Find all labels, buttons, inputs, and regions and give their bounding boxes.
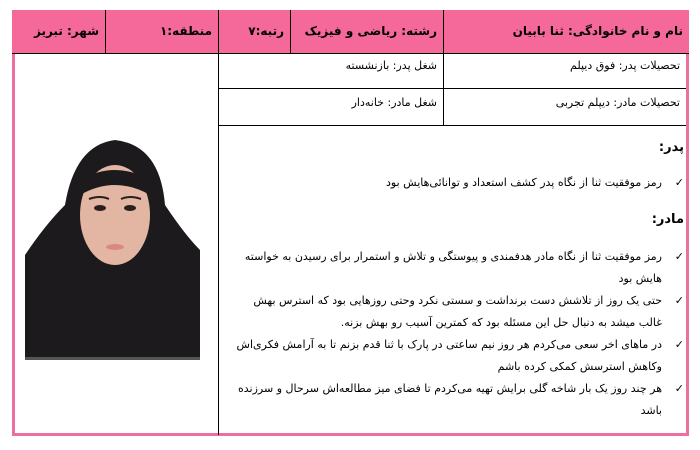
- header-row: [12, 10, 689, 54]
- mother-education: تحصیلات مادر: دیپلم تجربی: [555, 96, 680, 109]
- mother-heading: مادر:: [651, 212, 684, 227]
- divider: [218, 125, 686, 126]
- item-text: رمز موفقیت ثنا از نگاه پدر کشف استعداد و توانائی‌هایش بود: [386, 176, 662, 189]
- checkmark-icon: ✓: [674, 382, 684, 395]
- checkmark-icon: ✓: [674, 250, 684, 263]
- list-item: [234, 290, 684, 334]
- father-education: تحصیلات پدر: فوق دیپلم: [570, 59, 680, 72]
- field-cell: رشته: ریاضی و فیزیک: [290, 10, 443, 53]
- checkmark-icon: ✓: [674, 176, 684, 189]
- name-cell: نام و نام خانوادگی: ثنا بابیان: [443, 10, 689, 53]
- father-heading: پدر:: [658, 140, 684, 155]
- father-list: [234, 172, 684, 194]
- checkmark-icon: ✓: [674, 338, 684, 351]
- mother-list: [234, 246, 684, 422]
- item-text: در ماهای اخر سعی می‌کردم هر روز نیم ساعتی در پارک با ثنا قدم بزنم تا به آرامش فکری‌اش وکاهش استرسش کمکی کرده باشم: [236, 338, 662, 373]
- list-item: [234, 334, 684, 378]
- item-text: هر چند روز یک بار شاخه گلی برایش تهیه می‌کردم تا فضای میز مطالعه‌اش سرحال و سرزنده باشد: [238, 382, 662, 417]
- region-cell: منطقه:۱: [105, 10, 218, 53]
- father-job: شغل پدر: بازنشسته: [345, 59, 437, 72]
- list-item: [234, 246, 684, 290]
- checkmark-icon: ✓: [674, 294, 684, 307]
- city-cell: شهر: تبریز: [33, 24, 99, 38]
- item-text: رمز موفقیت ثنا از نگاه مادر هدفمندی و پیوستگی و تلاش و استمرار برای رسیدن به خواسته هایش بود: [244, 250, 662, 285]
- student-photo: [25, 135, 200, 360]
- divider: [218, 88, 686, 89]
- list-item: [234, 172, 684, 194]
- mother-job: شغل مادر: خانه‌دار: [351, 96, 437, 109]
- item-text: حتی یک روز از تلاشش دست برنداشت و سستی نکرد وحتی روزهایی بود که استرس بهش غالب میشد به دنبال حل این مسئله بود که کمترین آسیب رو بهش بزنه.: [253, 294, 662, 329]
- rank-cell: رتبه:۷: [218, 10, 290, 53]
- list-item: [234, 378, 684, 422]
